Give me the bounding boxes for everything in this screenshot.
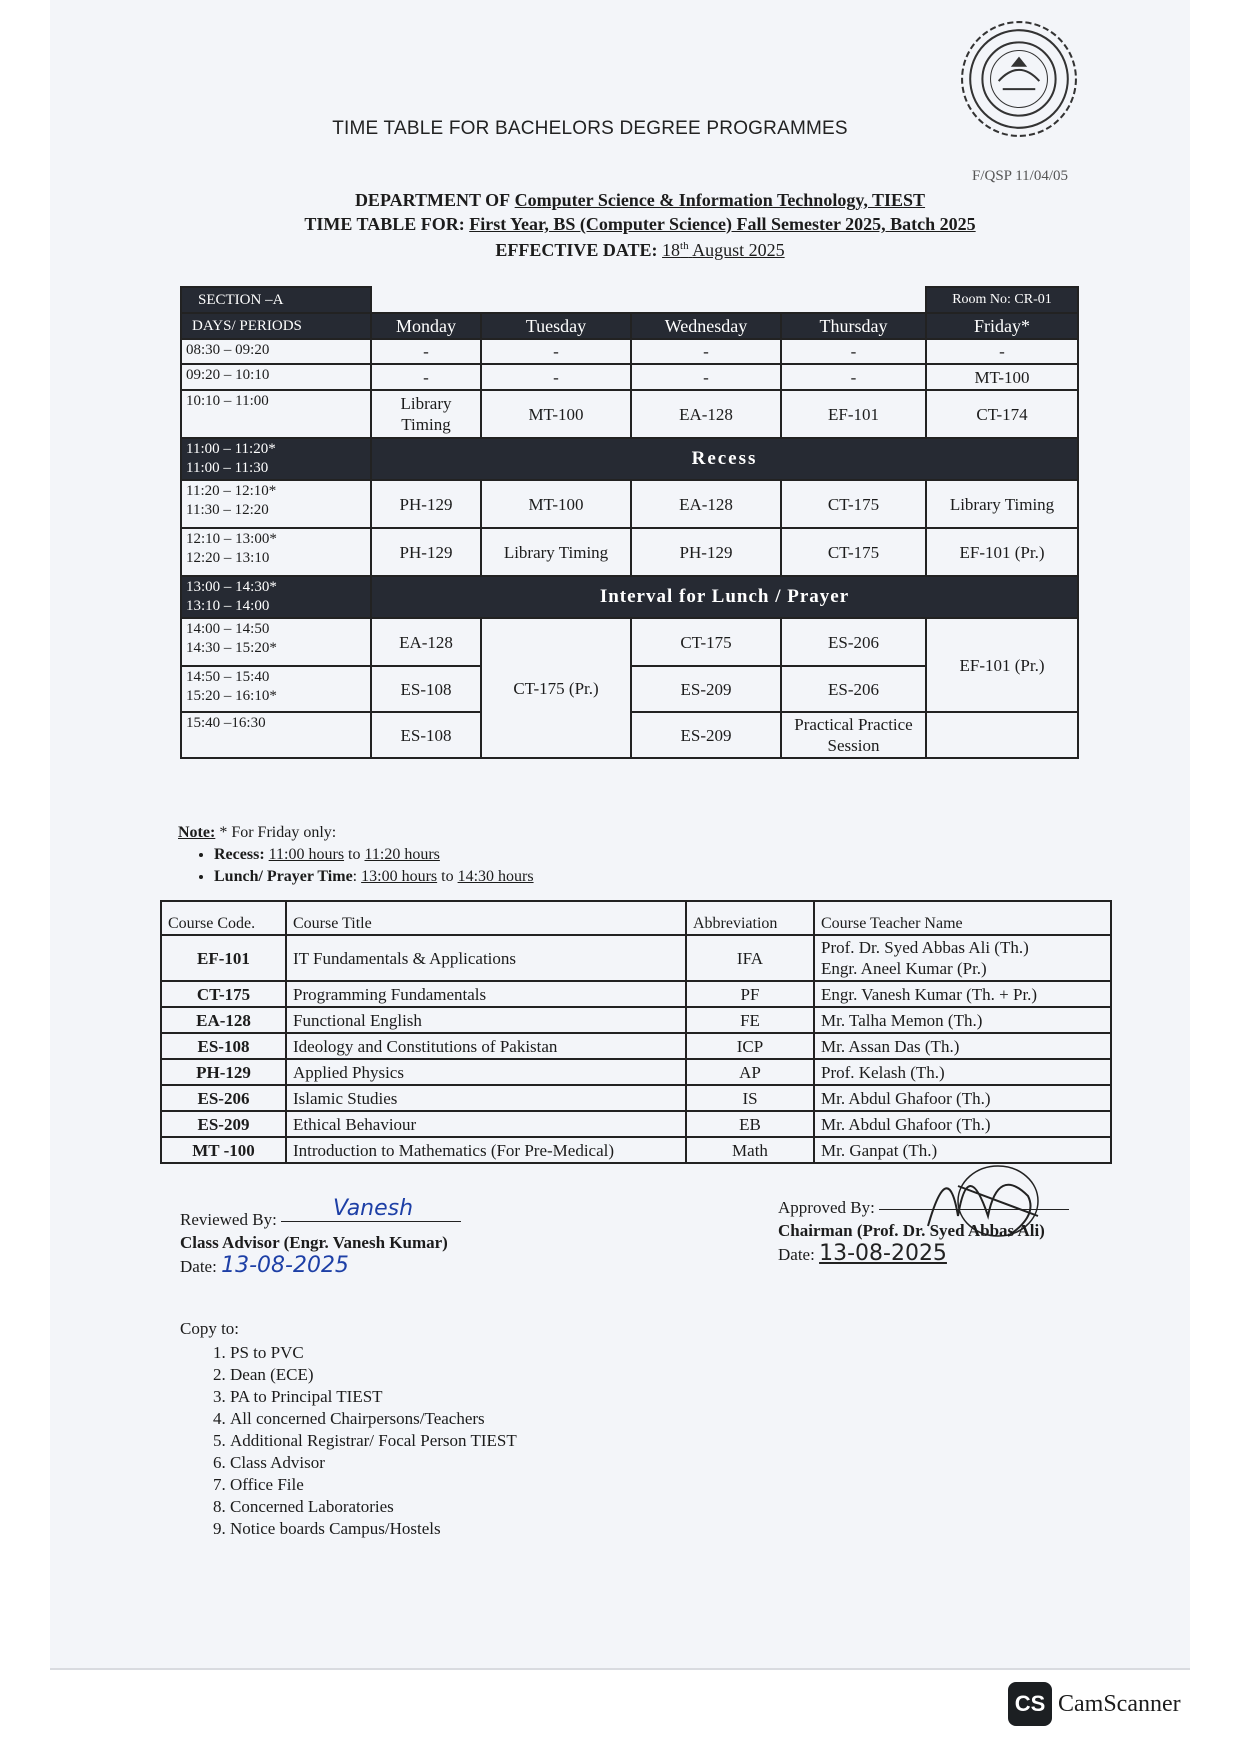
course-teacher: Prof. Dr. Syed Abbas Ali (Th.) Engr. Aneel Kumar (Pr.) xyxy=(814,935,1111,981)
day-header-tuesday: Tuesday xyxy=(481,313,631,339)
table-row xyxy=(181,390,1078,438)
timetable-for-value: First Year, BS (Computer Science) Fall Semester 2025, Batch 2025 xyxy=(469,214,976,234)
slot-cell: ES-206 xyxy=(781,666,926,712)
copy-to-label: Copy to: xyxy=(180,1319,240,1338)
list-item: 5. Additional Registrar/ Focal Person TIEST xyxy=(230,1430,517,1452)
department-value: Computer Science & Information Technology, TIEST xyxy=(514,190,926,210)
slot-cell: ES-108 xyxy=(371,666,481,712)
recess-period: 11:00 – 11:20* 11:00 – 11:30 xyxy=(181,438,371,480)
slot-cell: PH-129 xyxy=(631,528,781,576)
course-abbr: PF xyxy=(686,981,814,1007)
slot-cell: - xyxy=(481,364,631,390)
period-time: 08:30 – 09:20 xyxy=(181,339,371,364)
lunch-period: 13:00 – 14:30* 13:10 – 14:00 xyxy=(181,576,371,618)
course-title: Programming Fundamentals xyxy=(286,981,686,1007)
period-time: 09:20 – 10:10 xyxy=(181,364,371,390)
slot-cell: - xyxy=(926,339,1078,364)
slot-cell: MT-100 xyxy=(926,364,1078,390)
lunch-row xyxy=(181,576,1078,618)
course-code: CT-175 xyxy=(161,981,286,1007)
slot-cell: EF-101 (Pr.) xyxy=(926,528,1078,576)
note-recess: • Recess: 11:00 hours to 11:20 hours xyxy=(214,844,534,866)
recess-banner: Recess xyxy=(371,438,1078,480)
course-title: Ideology and Constitutions of Pakistan xyxy=(286,1033,686,1059)
col-header-code: Course Code. xyxy=(161,901,286,935)
slot-cell: MT-100 xyxy=(481,480,631,528)
tuesday-merged-cell: CT-175 (Pr.) xyxy=(481,618,631,758)
table-row xyxy=(181,339,1078,364)
slot-cell: - xyxy=(371,364,481,390)
list-item: 7. Office File xyxy=(230,1474,517,1496)
day-header-friday: Friday* xyxy=(926,313,1078,339)
day-header-wednesday: Wednesday xyxy=(631,313,781,339)
note-intro: * For Friday only: xyxy=(219,824,337,841)
slot-cell: EA-128 xyxy=(371,618,481,666)
reviewed-block xyxy=(180,1195,461,1278)
course-table xyxy=(160,900,1112,1164)
table-row xyxy=(161,1085,1111,1111)
slot-cell: Practical Practice Session xyxy=(781,712,926,758)
day-header-thursday: Thursday xyxy=(781,313,926,339)
course-title: Islamic Studies xyxy=(286,1085,686,1111)
course-abbr: ICP xyxy=(686,1033,814,1059)
course-header-row xyxy=(161,901,1111,935)
approval-date: 13-08-2025 xyxy=(819,1241,947,1266)
section-label: SECTION –A xyxy=(181,287,371,313)
course-code: ES-108 xyxy=(161,1033,286,1059)
university-seal-icon xyxy=(958,18,1080,140)
slot-cell: PH-129 xyxy=(371,480,481,528)
timetable-for-line xyxy=(200,214,1080,235)
list-item: 4. All concerned Chairpersons/Teachers xyxy=(230,1408,517,1430)
course-abbr: EB xyxy=(686,1111,814,1137)
note-label: Note: xyxy=(178,824,216,841)
slot-cell: MT-100 xyxy=(481,390,631,438)
date-label-right: Date: xyxy=(778,1245,815,1264)
table-row xyxy=(161,1111,1111,1137)
period-time: 15:40 –16:30 xyxy=(181,712,371,758)
list-item: 3. PA to Principal TIEST xyxy=(230,1386,517,1408)
approver-name: Chairman (Prof. Dr. Syed Abbas Ali) xyxy=(778,1221,1045,1240)
slot-cell: Library Timing xyxy=(371,390,481,438)
period-time: 11:20 – 12:10* 11:30 – 12:20 xyxy=(181,480,371,528)
slot-cell: - xyxy=(781,339,926,364)
table-row xyxy=(161,1007,1111,1033)
table-row xyxy=(181,364,1078,390)
slot-cell: EF-101 xyxy=(781,390,926,438)
course-title: IT Fundamentals & Applications xyxy=(286,935,686,981)
effective-date-line xyxy=(200,240,1080,261)
slot-cell: CT-174 xyxy=(926,390,1078,438)
effective-date-label: EFFECTIVE DATE: xyxy=(495,240,658,260)
form-code: F/QSP 11/04/05 xyxy=(972,168,1068,184)
copy-to-list xyxy=(180,1342,517,1540)
period-time: 12:10 – 13:00* 12:20 – 13:10 xyxy=(181,528,371,576)
slot-cell: - xyxy=(631,339,781,364)
slot-cell: - xyxy=(631,364,781,390)
approved-block xyxy=(778,1196,1069,1266)
table-row xyxy=(181,618,1078,666)
course-code: EA-128 xyxy=(161,1007,286,1033)
slot-cell: ES-209 xyxy=(631,666,781,712)
slot-cell: - xyxy=(371,339,481,364)
slot-cell: ES-209 xyxy=(631,712,781,758)
course-teacher: Mr. Abdul Ghafoor (Th.) xyxy=(814,1111,1111,1137)
period-time: 14:00 – 14:50 14:30 – 15:20* xyxy=(181,618,371,666)
room-label: Room No: CR-01 xyxy=(926,287,1078,313)
col-header-teacher: Course Teacher Name xyxy=(814,901,1111,935)
list-item: 1. PS to PVC xyxy=(230,1342,517,1364)
slot-cell: ES-108 xyxy=(371,712,481,758)
timetable xyxy=(180,286,1079,759)
note-lunch: • Lunch/ Prayer Time: 13:00 hours to 14:30 hours xyxy=(214,866,534,888)
course-abbr: FE xyxy=(686,1007,814,1033)
list-item: 8. Concerned Laboratories xyxy=(230,1496,517,1518)
course-abbr: AP xyxy=(686,1059,814,1085)
day-header-monday: Monday xyxy=(371,313,481,339)
slot-cell: EA-128 xyxy=(631,480,781,528)
table-row xyxy=(181,528,1078,576)
recess-row xyxy=(181,438,1078,480)
course-abbr: IS xyxy=(686,1085,814,1111)
slot-cell: CT-175 xyxy=(631,618,781,666)
slot-cell: Library Timing xyxy=(926,480,1078,528)
table-row xyxy=(181,480,1078,528)
lunch-banner: Interval for Lunch / Prayer xyxy=(371,576,1078,618)
list-item: 2. Dean (ECE) xyxy=(230,1364,517,1386)
slot-cell: EA-128 xyxy=(631,390,781,438)
course-code: ES-209 xyxy=(161,1111,286,1137)
slot-cell: Library Timing xyxy=(481,528,631,576)
slot-cell: - xyxy=(481,339,631,364)
course-code: ES-206 xyxy=(161,1085,286,1111)
reviewed-label: Reviewed By: xyxy=(180,1210,277,1229)
reviewer-name: Class Advisor (Engr. Vanesh Kumar) xyxy=(180,1233,448,1252)
camscanner-logo-icon: CS xyxy=(1008,1682,1052,1726)
course-title: Introduction to Mathematics (For Pre-Medical) xyxy=(286,1137,686,1163)
effective-date-value: 18th August 2025 xyxy=(662,240,785,260)
course-teacher: Mr. Talha Memon (Th.) xyxy=(814,1007,1111,1033)
table-row xyxy=(161,1033,1111,1059)
col-header-title: Course Title xyxy=(286,901,686,935)
list-item: 9. Notice boards Campus/Hostels xyxy=(230,1518,517,1540)
page-edge xyxy=(50,1668,1190,1670)
course-teacher: Prof. Kelash (Th.) xyxy=(814,1059,1111,1085)
reviewer-signature: Vanesh xyxy=(281,1221,461,1222)
slot-cell: PH-129 xyxy=(371,528,481,576)
department-label: DEPARTMENT OF xyxy=(354,190,511,210)
slot-cell: ES-206 xyxy=(781,618,926,666)
course-teacher: Mr. Abdul Ghafoor (Th.) xyxy=(814,1085,1111,1111)
course-teacher: Mr. Ganpat (Th.) xyxy=(814,1137,1111,1163)
period-time: 14:50 – 15:40 15:20 – 16:10* xyxy=(181,666,371,712)
course-code: EF-101 xyxy=(161,935,286,981)
course-title: Ethical Behaviour xyxy=(286,1111,686,1137)
course-abbr: IFA xyxy=(686,935,814,981)
course-teacher: Mr. Assan Das (Th.) xyxy=(814,1033,1111,1059)
slot-cell: CT-175 xyxy=(781,480,926,528)
table-row xyxy=(161,981,1111,1007)
course-code: MT -100 xyxy=(161,1137,286,1163)
slot-cell: CT-175 xyxy=(781,528,926,576)
course-code: PH-129 xyxy=(161,1059,286,1085)
slot-cell xyxy=(926,712,1078,758)
main-title: TIME TABLE FOR BACHELORS DEGREE PROGRAMMES xyxy=(332,118,848,139)
review-date: 13-08-2025 xyxy=(221,1253,349,1278)
friday-merged-cell: EF-101 (Pr.) xyxy=(926,618,1078,712)
date-label-left: Date: xyxy=(180,1257,217,1276)
camscanner-brand: CamScanner xyxy=(1058,1690,1181,1717)
copy-to-block xyxy=(180,1318,517,1540)
course-teacher: Engr. Vanesh Kumar (Th. + Pr.) xyxy=(814,981,1111,1007)
course-title: Applied Physics xyxy=(286,1059,686,1085)
slot-cell: - xyxy=(781,364,926,390)
col-header-abbr: Abbreviation xyxy=(686,901,814,935)
approved-label: Approved By: xyxy=(778,1198,875,1217)
days-periods-header: DAYS/ PERIODS xyxy=(181,313,371,339)
course-title: Functional English xyxy=(286,1007,686,1033)
department-line xyxy=(200,190,1080,211)
list-item: 6. Class Advisor xyxy=(230,1452,517,1474)
camscanner-watermark xyxy=(1008,1682,1181,1726)
timetable-for-label: TIME TABLE FOR: xyxy=(304,214,465,234)
period-time: 10:10 – 11:00 xyxy=(181,390,371,438)
table-row xyxy=(161,935,1111,981)
note-block xyxy=(178,822,534,888)
course-abbr: Math xyxy=(686,1137,814,1163)
table-row xyxy=(161,1059,1111,1085)
